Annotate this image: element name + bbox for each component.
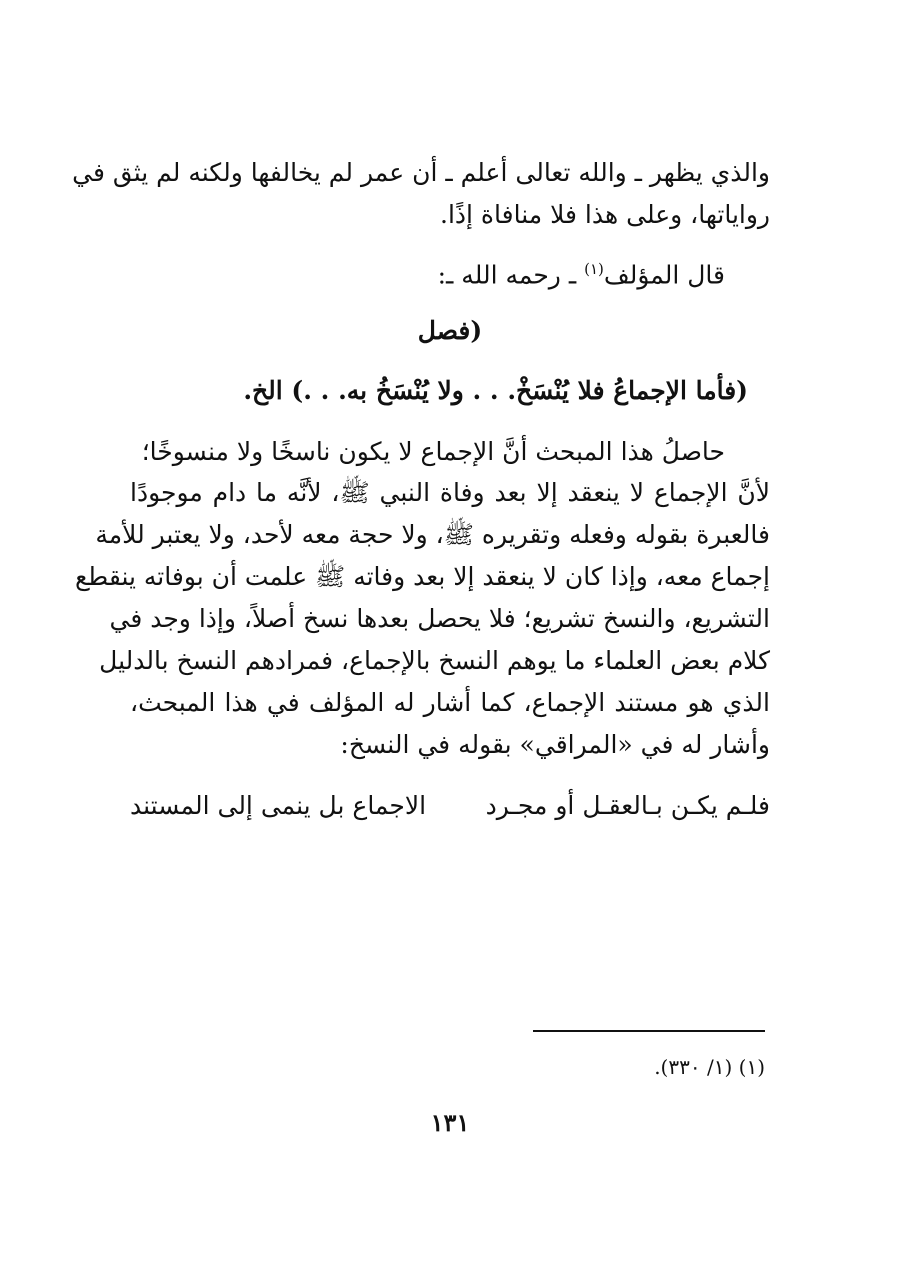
quoted-text: (فأما الإجماعُ فلا يُنْسَخْ. . . ولا يُنْسَخُ به. . .) الخ. [243,376,748,405]
body-line-7: الذي هو مستند الإجماع، كما أشار له المؤلف في هذا المبحث، [130,688,770,717]
body-line-8: وأشار له في «المراقي» بقوله في النسخ: [340,730,770,759]
body-line-1: حاصلُ هذا المبحث أنَّ الإجماع لا يكون ناسخًا ولا منسوخًا؛ [141,437,725,466]
poetry-verse [130,787,770,827]
verse-second-hemistich: الاجماع بل ينمى إلى المستند [130,791,427,820]
author-said-label: قال المؤلف [603,260,725,290]
author-said-line [130,250,725,294]
section-heading: (فصل [417,316,483,345]
text-line-1: والذي يظهر ـ والله تعالى أعلم ـ أن عمر لم يخالفها ولكنه لم يثق في [72,158,770,187]
page-number: ١٣١ [430,1108,470,1137]
body-line-4: إجماع معه، وإذا كان لا ينعقد إلا بعد وفاته ﷺ علمت أن بوفاته ينقطع [75,562,770,591]
body-line-5: التشريع، والنسخ تشريع؛ فلا يحصل بعدها نسخ أصلاً، وإذا وجد في [109,604,770,633]
footnote-reference: (١) [584,260,604,278]
body-line-2: لأنَّ الإجماع لا ينعقد إلا بعد وفاة النبي ﷺ، لأنَّه ما دام موجودًا [130,478,770,507]
body-line-6: كلام بعض العلماء ما يوهم النسخ بالإجماع، فمرادهم النسخ بالدليل [99,646,770,675]
text-line-2: رواياتها، وعلى هذا فلا منافاة إذًا. [440,200,770,229]
verse-first-hemistich: فلـم يكـن بـالعقـل أو مجـرد [485,791,770,820]
author-said-tail: ـ رحمه الله ـ: [437,260,577,290]
footnote-separator [533,1030,765,1032]
footnote: (١) (١/ ٣٣٠). [654,1055,765,1079]
body-line-3: فالعبرة بقوله وفعله وتقريره ﷺ، ولا حجة معه لأحد، ولا يعتبر للأمة [95,520,770,549]
